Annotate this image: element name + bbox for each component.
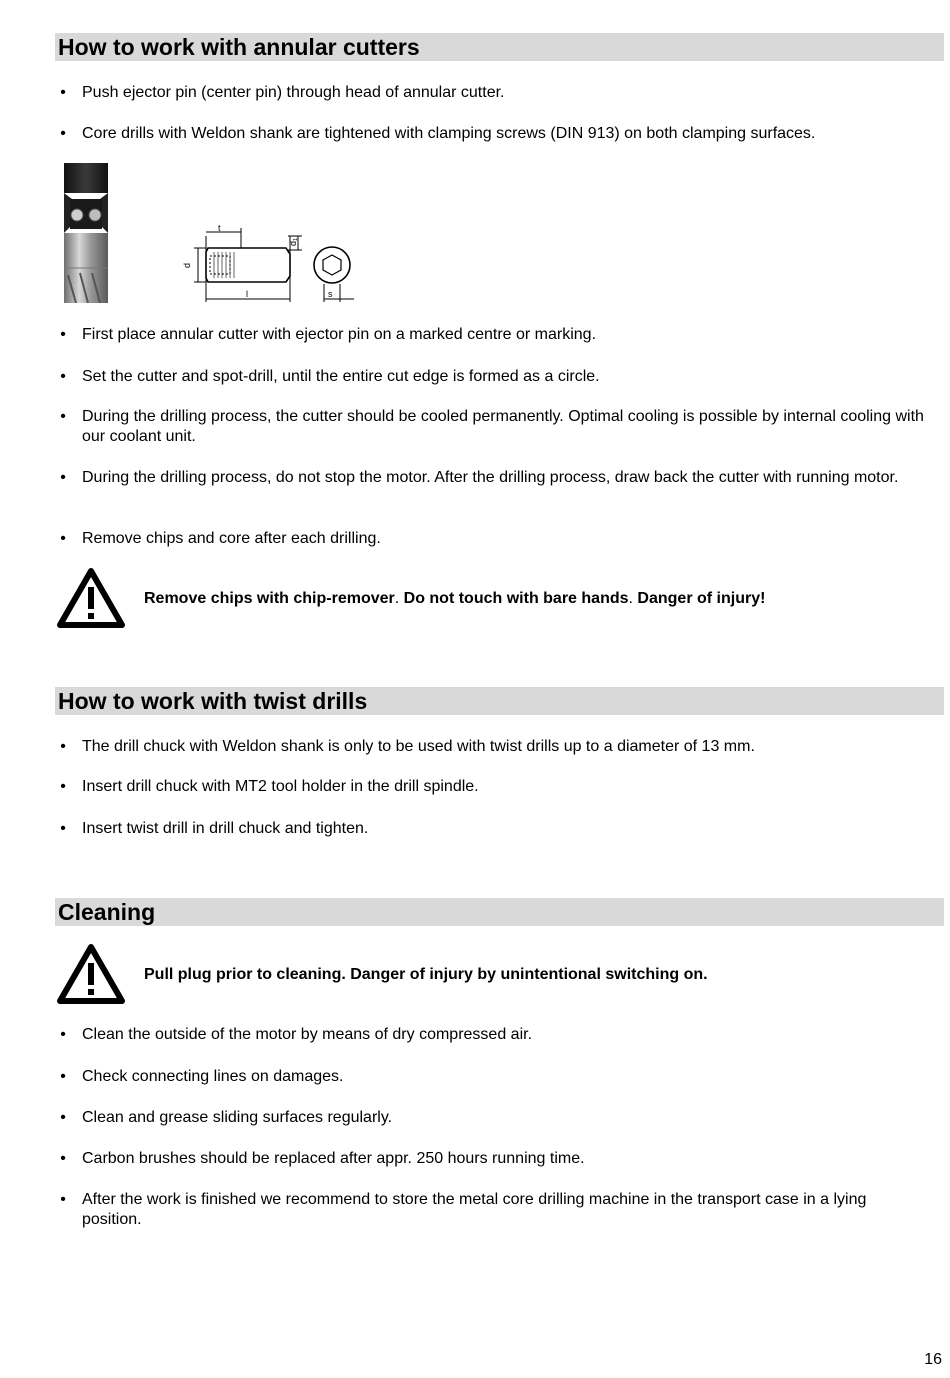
list-item-text: The drill chuck with Weldon shank is only to be used with twist drills up to a diameter of 13 mm. — [82, 738, 755, 755]
list-item-text: Core drills with Weldon shank are tightened with clamping screws (DIN 913) on both clamping surfaces. — [82, 125, 816, 142]
heading-twist-drills: How to work with twist drills — [55, 687, 944, 715]
list-item-text: Remove chips and core after each drilling. — [82, 530, 381, 547]
page-number: 16 — [924, 1351, 942, 1368]
list-item-text: Carbon brushes should be replaced after appr. 250 hours running time. — [82, 1150, 585, 1167]
bullet-icon: • — [60, 84, 66, 101]
bullet-icon: • — [60, 1109, 66, 1126]
bullet-icon: • — [60, 326, 66, 343]
bullet-icon: • — [60, 1191, 66, 1208]
warning-sep-2: . — [628, 590, 633, 607]
dim-label-s: s — [328, 289, 333, 299]
warning-cleaning: Pull plug prior to cleaning. Danger of injury by unintentional switching on. — [144, 966, 708, 983]
bullet-icon: • — [60, 125, 66, 142]
list-item-text: Insert drill chuck with MT2 tool holder in the drill spindle. — [82, 778, 479, 795]
list-item-text: Push ejector pin (center pin) through head of annular cutter. — [82, 84, 505, 101]
list-item-text: Insert twist drill in drill chuck and tighten. — [82, 820, 369, 837]
bullet-icon: • — [60, 1150, 66, 1167]
dim-label-d1: d₁ — [288, 237, 298, 246]
warning-triangle-icon — [56, 943, 126, 1005]
list-item-text: After the work is finished we recommend to store the metal core drilling machine in the transport case in a lying position. — [82, 1191, 867, 1228]
dim-label-t: t — [218, 223, 221, 233]
heading-annular-cutters: How to work with annular cutters — [55, 33, 944, 61]
list-item-text: Set the cutter and spot-drill, until the entire cut edge is formed as a circle. — [82, 368, 600, 385]
bullet-icon: • — [60, 1026, 66, 1043]
warning-text-2: Do not touch with bare hands — [399, 590, 629, 607]
warning-chips — [144, 589, 765, 609]
list-item-text: Clean the outside of the motor by means of dry compressed air. — [82, 1026, 533, 1043]
dim-label-d: d — [182, 262, 192, 268]
warning-text-3: Danger of injury! — [632, 590, 766, 607]
warning-triangle-icon — [56, 567, 126, 629]
list-item-text: During the drilling process, the cutter should be cooled permanently. Optimal cooling is possible by internal cooling with our coolant unit. — [82, 408, 924, 445]
heading-cleaning: Cleaning — [55, 898, 944, 926]
list-item-text: Clean and grease sliding surfaces regularly. — [82, 1109, 393, 1126]
warning-text-1: Remove chips with chip-remover — [144, 590, 395, 607]
bullet-icon: • — [60, 469, 66, 486]
bullet-icon: • — [60, 820, 66, 837]
bullet-icon: • — [60, 530, 66, 547]
set-screw-drawing — [178, 222, 360, 306]
cutter-shank-image — [62, 163, 112, 303]
bullet-icon: • — [60, 408, 66, 425]
list-item-text: During the drilling process, do not stop the motor. After the drilling process, draw back the cutter with running motor. — [82, 469, 899, 486]
bullet-icon: • — [60, 738, 66, 755]
list-item-text: First place annular cutter with ejector pin on a marked centre or marking. — [82, 326, 597, 343]
list-item-text: Check connecting lines on damages. — [82, 1068, 344, 1085]
bullet-icon: • — [60, 1068, 66, 1085]
bullet-icon: • — [60, 778, 66, 795]
bullet-icon: • — [60, 368, 66, 385]
dim-label-l: l — [246, 289, 248, 299]
warning-sep-1: . — [394, 590, 400, 607]
